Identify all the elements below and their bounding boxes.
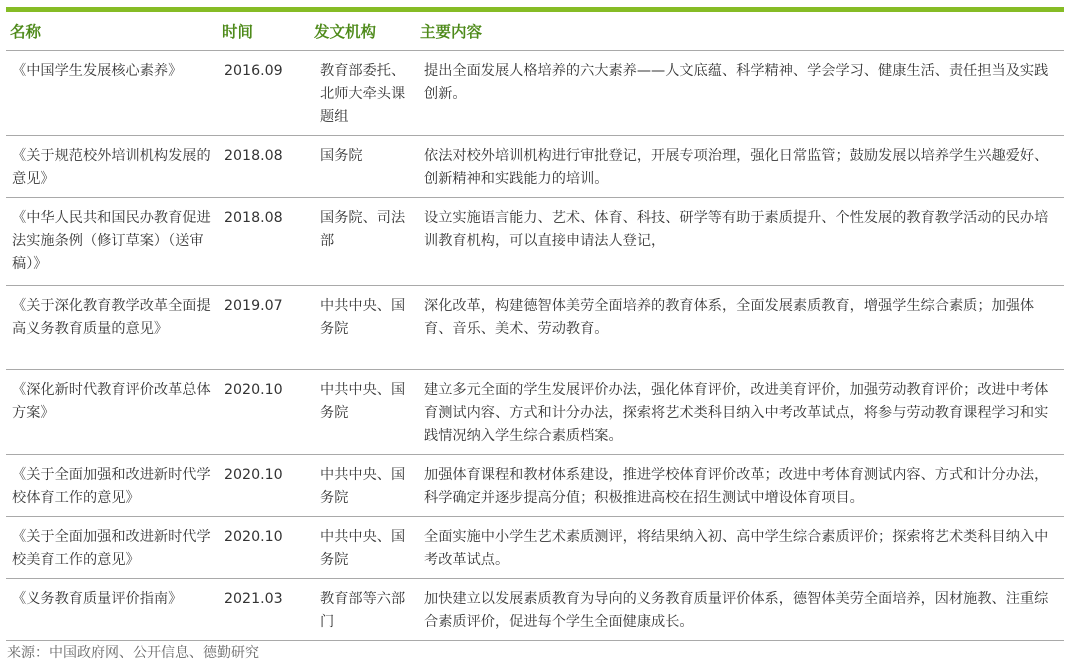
row-name: 《深化新时代教育评价改革总体方案》 bbox=[6, 370, 218, 455]
row-content: 提出全面发展人格培养的六大素养——人文底蕴、科学精神、学会学习、健康生活、责任担当及实践创新。 bbox=[416, 51, 1064, 136]
source-note: 来源：中国政府网、公开信息、德勤研究 bbox=[7, 645, 259, 661]
row-content: 加强体育课程和教材体系建设，推进学校体育评价改革；改进中考体育测试内容、方式和计分办法，科学确定并逐步提高分值；积极推进高校在招生测试中增设体育项目。 bbox=[416, 455, 1064, 517]
header-name: 名称 bbox=[6, 12, 218, 51]
table-row bbox=[6, 517, 1064, 579]
table-row bbox=[6, 136, 1064, 198]
row-date: 2019.07 bbox=[218, 286, 310, 370]
row-content: 加快建立以发展素质教育为导向的义务教育质量评价体系，德智体美劳全面培养，因材施教、注重综合素质评价，促进每个学生全面健康成长。 bbox=[416, 579, 1064, 641]
row-name: 《中国学生发展核心素养》 bbox=[6, 51, 218, 136]
row-agency: 国务院 bbox=[310, 136, 416, 198]
table-row bbox=[6, 370, 1064, 455]
table-row bbox=[6, 455, 1064, 517]
row-agency: 中共中央、国务院 bbox=[310, 517, 416, 579]
row-name: 《中华人民共和国民办教育促进法实施条例（修订草案）（送审稿）》 bbox=[6, 198, 218, 286]
table-row bbox=[6, 51, 1064, 136]
table-row bbox=[6, 286, 1064, 370]
row-content: 全面实施中小学生艺术素质测评，将结果纳入初、高中学生综合素质评价；探索将艺术类科目纳入中考改革试点。 bbox=[416, 517, 1064, 579]
row-date: 2020.10 bbox=[218, 370, 310, 455]
row-agency: 中共中央、国务院 bbox=[310, 286, 416, 370]
row-date: 2021.03 bbox=[218, 579, 310, 641]
row-date: 2020.10 bbox=[218, 517, 310, 579]
row-date: 2016.09 bbox=[218, 51, 310, 136]
row-date: 2020.10 bbox=[218, 455, 310, 517]
row-date: 2018.08 bbox=[218, 136, 310, 198]
header-date: 时间 bbox=[218, 12, 310, 51]
row-name: 《关于规范校外培训机构发展的意见》 bbox=[6, 136, 218, 198]
row-agency: 教育部等六部门 bbox=[310, 579, 416, 641]
row-name: 《义务教育质量评价指南》 bbox=[6, 579, 218, 641]
table-row bbox=[6, 198, 1064, 286]
row-name: 《关于全面加强和改进新时代学校体育工作的意见》 bbox=[6, 455, 218, 517]
header-agency: 发文机构 bbox=[310, 12, 416, 51]
row-agency: 中共中央、国务院 bbox=[310, 455, 416, 517]
row-content: 深化改革，构建德智体美劳全面培养的教育体系，全面发展素质教育，增强学生综合素质；加强体育、音乐、美术、劳动教育。 bbox=[416, 286, 1064, 370]
row-agency: 中共中央、国务院 bbox=[310, 370, 416, 455]
row-content: 设立实施语言能力、艺术、体育、科技、研学等有助于素质提升、个性发展的教育教学活动的民办培训教育机构，可以直接申请法人登记， bbox=[416, 198, 1064, 286]
header-content: 主要内容 bbox=[416, 12, 1064, 51]
row-agency: 教育部委托、北师大牵头课题组 bbox=[310, 51, 416, 136]
table-row bbox=[6, 579, 1064, 641]
row-name: 《关于全面加强和改进新时代学校美育工作的意见》 bbox=[6, 517, 218, 579]
table-header-row bbox=[6, 12, 1064, 51]
row-content: 依法对校外培训机构进行审批登记，开展专项治理，强化日常监管；鼓励发展以培养学生兴趣爱好、创新精神和实践能力的培训。 bbox=[416, 136, 1064, 198]
row-agency: 国务院、司法部 bbox=[310, 198, 416, 286]
row-date: 2018.08 bbox=[218, 198, 310, 286]
row-name: 《关于深化教育教学改革全面提高义务教育质量的意见》 bbox=[6, 286, 218, 370]
row-content: 建立多元全面的学生发展评价办法，强化体育评价，改进美育评价，加强劳动教育评价；改进中考体育测试内容、方式和计分办法，探索将艺术类科目纳入中考改革试点，将参与劳动教育课程学习和实践情况纳入学生综合素质档案。 bbox=[416, 370, 1064, 455]
policy-table bbox=[6, 12, 1064, 641]
